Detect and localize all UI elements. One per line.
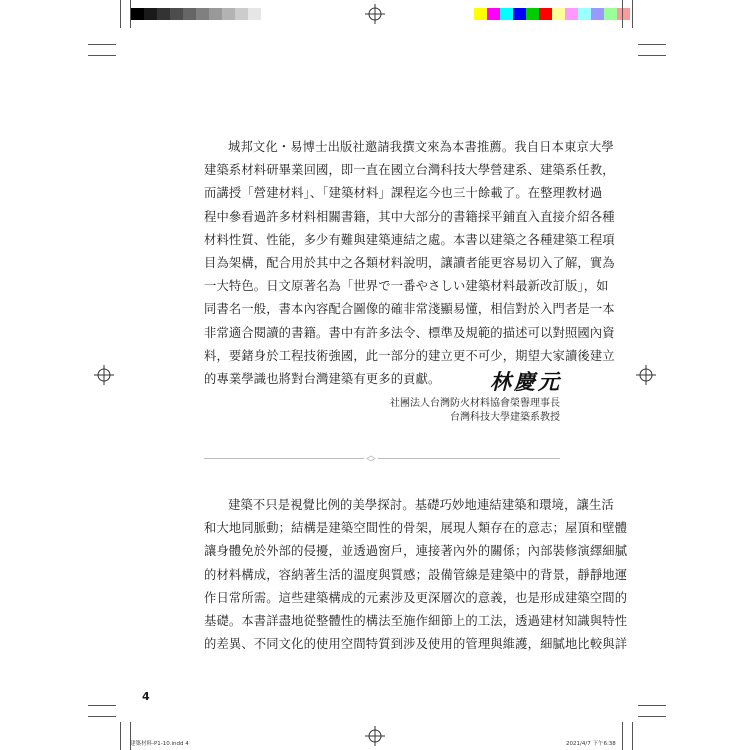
color-swatch — [604, 8, 617, 20]
color-swatch — [474, 8, 487, 20]
gray-swatch — [131, 8, 144, 20]
text-line: 材料性質、性能，多少有難與建築連結之處。本書以建築之各種建築工程項 — [204, 232, 615, 247]
color-swatch — [539, 8, 552, 20]
color-swatch — [552, 8, 565, 20]
gray-swatch — [183, 8, 196, 20]
gray-swatch — [196, 8, 209, 20]
registration-mark-icon — [636, 365, 656, 385]
text-line: 作日常所需。這些建築構成的元素涉及更深層次的意義，也是形成建築空間的 — [204, 590, 628, 605]
color-swatch — [500, 8, 513, 20]
text-line: 同書名一般，書本內容配合圖像的確非常淺顯易懂，相信對於入門者是一本 — [204, 302, 615, 317]
text-line: 基礎。本書詳盡地從整體性的構法至施作細節上的工法，透過建材知識與特性 — [204, 614, 628, 629]
text-line: 和大地同脈動；結構是建築空間性的骨架，展現人類存在的意志；屋頂和壁體 — [204, 521, 628, 536]
slug-filename: 建築材料-P1-10.indd 4 — [130, 741, 189, 747]
gray-swatch — [222, 8, 235, 20]
grayscale-color-bar — [131, 8, 274, 20]
text-line: 一大特色。日文原著名為「世界で一番やさしい建築材料最新改訂版」，如 — [204, 279, 609, 294]
registration-mark-icon — [365, 726, 385, 746]
slug-timestamp: 2021/4/7 下午6:38 — [566, 741, 616, 747]
text-line: 讓身體免於外部的侵擾，並透過窗戶，連接著內外的關係；內部裝修演繹細膩 — [204, 544, 628, 559]
color-swatch — [487, 8, 500, 20]
color-swatch — [617, 8, 630, 20]
author-signature: 林慶元 — [490, 369, 562, 394]
section-divider — [204, 458, 560, 459]
color-swatch — [526, 8, 539, 20]
text-line: 城邦文化・易博士出版社邀請我撰文來為本書推薦。我自日本東京大學 — [228, 140, 614, 154]
text-line: 建築不只是視覺比例的美學探討。基礎巧妙地連結建築和環境，讓生活 — [228, 498, 614, 512]
color-swatch — [578, 8, 591, 20]
gray-swatch — [144, 8, 157, 20]
process-color-bar — [474, 8, 630, 20]
text-line: 建築系材料研畢業回國，即一直在國立台灣科技大學營建系、建築系任教， — [204, 163, 615, 178]
gray-swatch — [209, 8, 222, 20]
color-swatch — [513, 8, 526, 20]
gray-swatch — [170, 8, 183, 20]
gray-swatch — [248, 8, 261, 20]
text-line: 的專業學識也將對台灣建築有更多的貢獻。 — [204, 372, 441, 387]
gray-swatch — [157, 8, 170, 20]
text-line: 目為架構，配合用於其中之各類材料說明，讓讀者能更容易切入了解，實為 — [204, 256, 615, 271]
text-line: 的材料構成，容納著生活的溫度與質感；設備管線是建築中的背景，靜靜地運 — [204, 567, 628, 582]
text-line: 的差異、不同文化的使用空間特質到涉及使用的管理與維護，細膩地比較與詳 — [204, 637, 628, 652]
text-line: 程中參看過許多材料相關書籍，其中大部分的書籍採平鋪直入直接介紹各種 — [204, 209, 615, 224]
text-line: 料，要鍺身於工程技術強國，此一部分的建立更不可少，期望大家讀後建立 — [204, 348, 615, 363]
divider-ornament-icon — [364, 455, 378, 462]
preface-paragraph — [204, 136, 615, 391]
gray-swatch — [261, 8, 274, 20]
gray-swatch — [235, 8, 248, 20]
intro-paragraph — [204, 494, 628, 656]
page-number: 4 — [142, 690, 150, 703]
text-line: 而講授「營建材料」、「建築材料」課程迄今也三十餘載了。在整理教材過 — [204, 186, 603, 201]
author-affiliation: 台灣科技大學建築系教授 — [450, 412, 560, 423]
color-swatch — [591, 8, 604, 20]
registration-mark-icon — [365, 4, 385, 24]
author-affiliation: 社團法人台灣防火材料協會榮譽理事長 — [390, 398, 560, 409]
text-line: 非常適合閱讀的書籍。書中有許多法令、標準及規範的描述可以對照國內資 — [204, 325, 615, 340]
color-swatch — [565, 8, 578, 20]
registration-mark-icon — [94, 365, 114, 385]
